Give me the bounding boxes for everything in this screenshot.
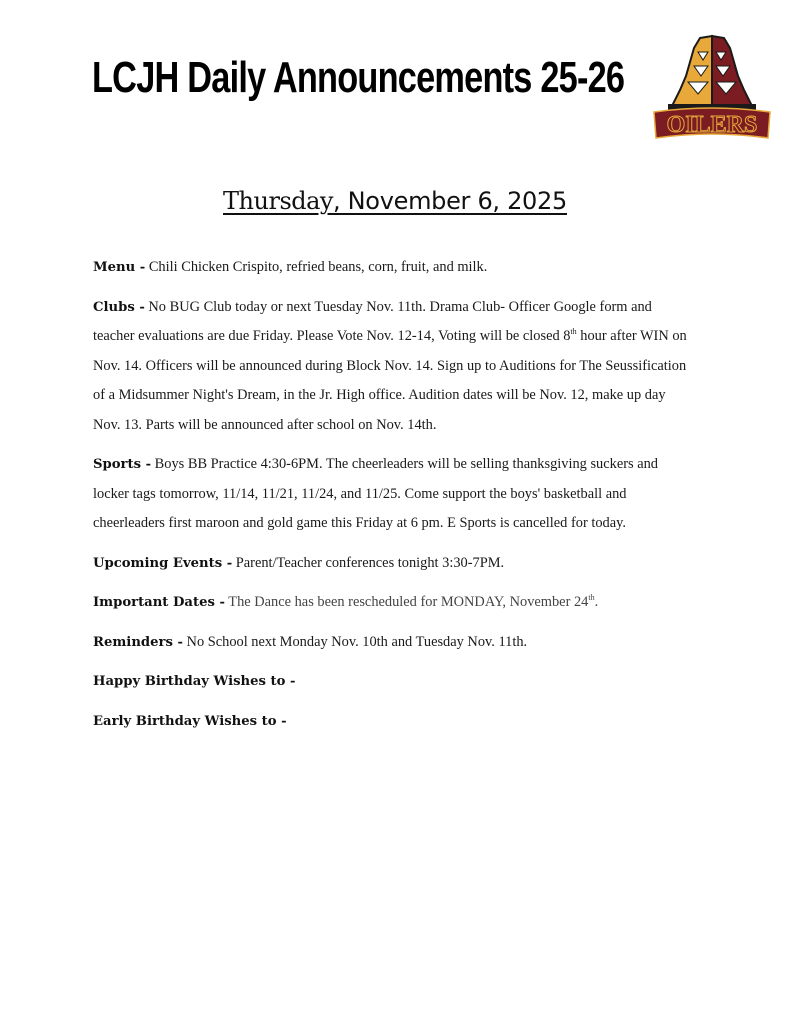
page-title: LCJH Daily Announcements 25-26 xyxy=(92,53,625,102)
important-dates-text: The Dance has been rescheduled for MONDAY, November 24 xyxy=(224,594,589,610)
menu-label: Menu - xyxy=(93,260,146,275)
happy-birthday-label: Happy Birthday Wishes to - xyxy=(93,674,296,689)
important-dates-superscript: th xyxy=(588,593,595,603)
section-happy-birthday xyxy=(93,667,693,697)
upcoming-events-label: Upcoming Events - xyxy=(93,555,233,571)
clubs-text-1: No BUG Club today or next Tuesday Nov. 11th. Drama Club- Officer Google form and teacher evaluations are due Friday. Please Vote Nov. 12-14, Voting will be closed 8 xyxy=(93,298,652,344)
date-heading xyxy=(0,184,790,219)
menu-text: Chili Chicken Crispito, refried beans, corn, fruit, and milk. xyxy=(145,259,488,275)
reminders-label: Reminders - xyxy=(93,634,183,650)
clubs-text-2: hour after WIN on Nov. 14. Officers will be announced during Block Nov. 14. Sign up to Auditions for The Seussification of a Midsummer Night's Dream, in the Jr. High office. Audition dates will be Nov. 12, make up day Nov. 13. Parts will be announced after school on Nov. 14th. xyxy=(93,328,687,433)
upcoming-events-text: Parent/Teacher conferences tonight 3:30-7PM. xyxy=(232,554,505,571)
oilers-logo-icon xyxy=(650,34,774,142)
reminders-text: No School next Monday Nov. 10th and Tuesday Nov. 11th. xyxy=(182,633,528,650)
clubs-label: Clubs - xyxy=(93,299,145,315)
section-early-birthday xyxy=(93,707,693,737)
date-rest: , November 6, 2025 xyxy=(333,187,567,215)
section-reminders xyxy=(93,628,693,658)
important-dates-label: Important Dates - xyxy=(93,595,225,610)
announcements-body xyxy=(93,253,693,746)
section-menu xyxy=(93,253,693,283)
clubs-superscript: th xyxy=(570,327,577,337)
logo-text: OILERS xyxy=(666,112,758,138)
section-important-dates xyxy=(93,588,693,618)
section-upcoming-events xyxy=(93,549,693,579)
sports-label: Sports - xyxy=(93,457,152,472)
sports-text: Boys BB Practice 4:30-6PM. The cheerleaders will be selling thanksgiving suckers and locker tags tomorrow, 11/14, 11/21, 11/24, and 11/25. Come support the boys' basketball and cheerleaders first maroon and gold game this Friday at 6 pm. E Sports is cancelled for today. xyxy=(93,456,658,531)
section-clubs xyxy=(93,293,693,441)
section-sports xyxy=(93,450,693,539)
early-birthday-label: Early Birthday Wishes to - xyxy=(93,713,287,729)
important-dates-text-end: . xyxy=(594,594,599,610)
date-day: Thursday xyxy=(223,187,333,215)
